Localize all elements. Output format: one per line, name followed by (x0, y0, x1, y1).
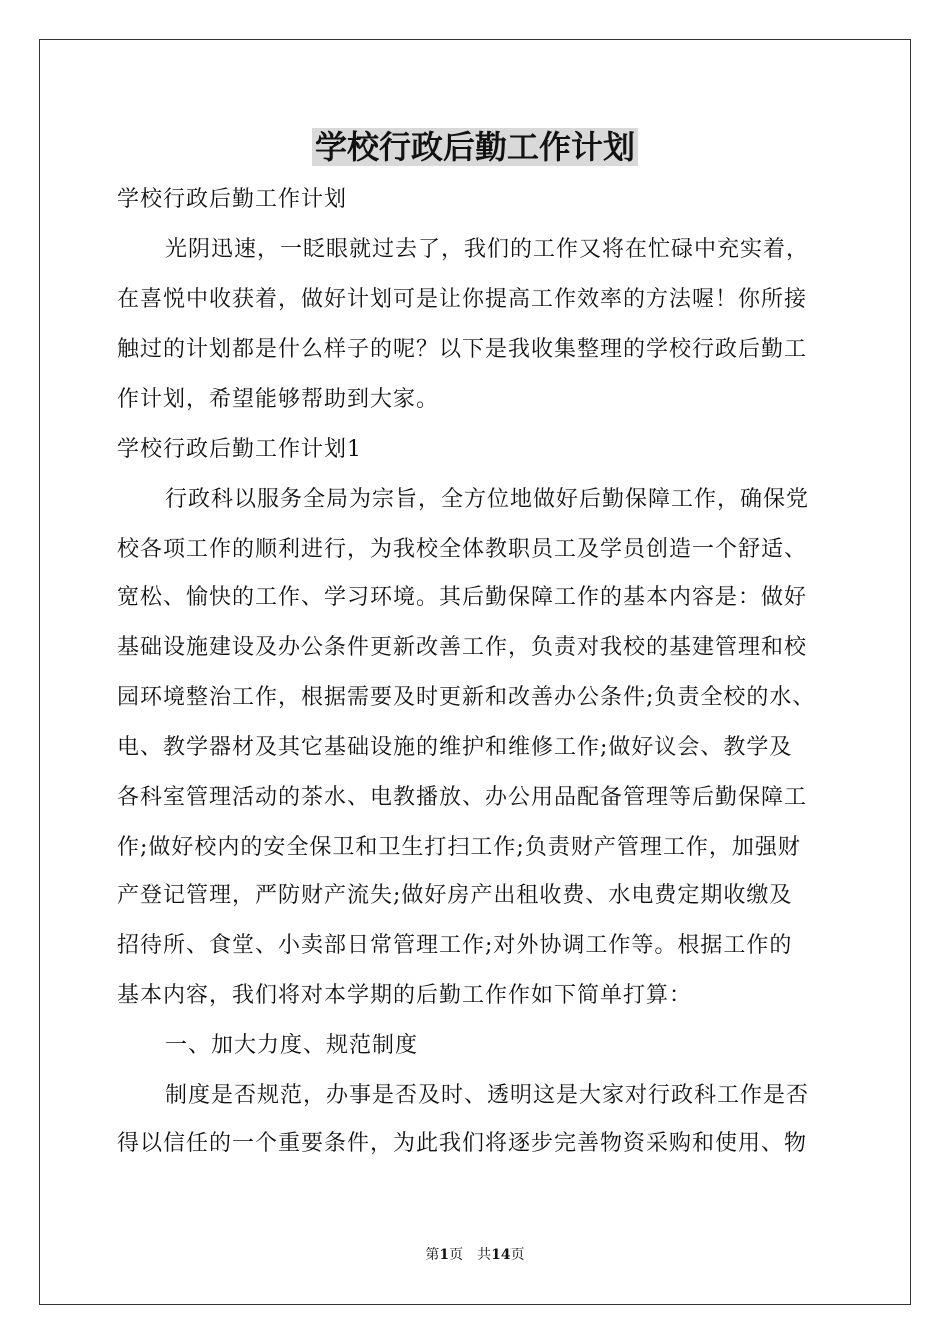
document-title-text: 学校行政后勤工作计划 (312, 128, 638, 166)
section-heading: 学校行政后勤工作计划1 (117, 437, 362, 462)
paragraph-line: 触过的计划都是什么样子的呢？以下是我收集整理的学校行政后勤工 (117, 337, 808, 362)
footer-page-current: 1 (439, 1247, 450, 1263)
paragraph-line: 产登记管理，严防财产流失;做好房产出租收费、水电费定期收缴及 (117, 883, 793, 908)
footer-page-prefix: 第 (425, 1247, 440, 1263)
paragraph-line: 园环境整治工作，根据需要及时更新和改善办公条件;负责全校的水、 (117, 685, 816, 710)
paragraph-line: 作;做好校内的安全保卫和卫生打扫工作;负责财产管理工作，加强财 (117, 835, 801, 860)
footer-page-total: 14 (491, 1247, 511, 1263)
paragraph-line: 宽松、愉快的工作、学习环境。其后勤保障工作的基本内容是：做好 (117, 585, 808, 610)
paragraph-line: 得以信任的一个重要条件，为此我们将逐步完善物资采购和使用、物 (117, 1131, 808, 1156)
page-footer (0, 1245, 950, 1265)
footer-page-suffix: 页 (510, 1247, 525, 1263)
paragraph-line: 行政科以服务全局为宗旨，全方位地做好后勤保障工作，确保党 (165, 487, 810, 512)
paragraph-line: 制度是否规范，办事是否及时、透明这是大家对行政科工作是否 (165, 1083, 810, 1108)
footer-page-mid: 页 共 (449, 1247, 492, 1263)
page-border (39, 39, 911, 1305)
paragraph-line: 在喜悦中收获着，做好计划可是让你提高工作效率的方法喔！你所接 (117, 287, 808, 312)
paragraph-line: 各科室管理活动的茶水、电教播放、办公用品配备管理等后勤保障工 (117, 785, 808, 810)
paragraph-line: 基本内容，我们将对本学期的后勤工作作如下简单打算： (117, 983, 693, 1008)
paragraph-line: 电、教学器材及其它基础设施的维护和维修工作;做好议会、教学及 (117, 735, 793, 760)
subheading: 一、加大力度、规范制度 (165, 1033, 419, 1058)
document-title (0, 124, 950, 170)
section-heading: 学校行政后勤工作计划 (117, 187, 348, 212)
paragraph-line: 招待所、食堂、小卖部日常管理工作;对外协调工作等。根据工作的 (117, 933, 793, 958)
paragraph-line: 校各项工作的顺利进行，为我校全体教职员工及学员创造一个舒适、 (117, 537, 808, 562)
paragraph-line: 基础设施建设及办公条件更新改善工作，负责对我校的基建管理和校 (117, 635, 808, 660)
paragraph-line: 作计划，希望能够帮助到大家。 (117, 387, 440, 412)
paragraph-line: 光阴迅速，一眨眼就过去了，我们的工作又将在忙碌中充实着， (165, 237, 810, 262)
